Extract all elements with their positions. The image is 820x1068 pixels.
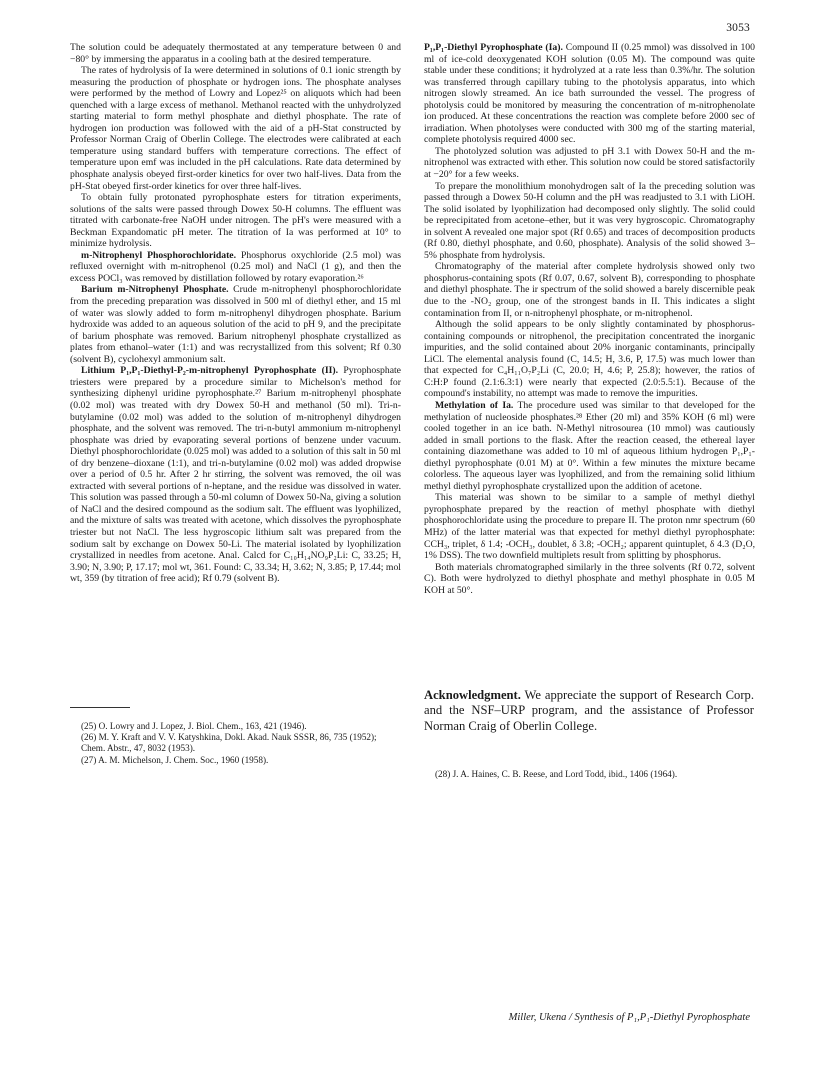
paragraph: P₁,P₁-Diethyl Pyrophosphate (Ia). Compound II (0.25 mmol) was dissolved in 100 ml of ice-cold deoxygenated KOH solution (0.05 M). The compound was quite stable under these conditions; it hydrolyzed at a rate less than 0.3%/hr. The solution was transferred through capillary tubing to the photolysis apparatus, into which nitrogen slowly streamed. An ice bath surrounded the vessel. The progress of photolysis could be monitored by measuring the concentration of m-nitrophenolate ion produced. At these concentrations the reaction was complete before 2000 sec of irradiation. When photolyses were conducted with 300 mg of the starting material, complete photolysis required 4000 sec.	[424, 42, 755, 146]
acknowledgment-text: We appreciate the support of Research Corp. and the NSF–URP program, and the assistance of Professor Norman Craig of Oberlin College.	[424, 688, 754, 733]
paragraph: The rates of hydrolysis of Ia were determined in solutions of 0.1 ionic strength by measuring the production of phosphate or hydrogen ions. The phosphate analyses were performed by the method of Lowry and Lopez²⁵ on aliquots which had been quenched with a large excess of methanol. Methanol reacted with the unhydrolyzed starting material to form methyl phosphate and diethyl phosphate. The rate of hydrogen ion production was followed with the aid of a pH-Stat constructed by Professor Norman Craig of Oberlin College. The electrodes were calibrated at each temperature using standard buffers with temperature corrections. The effect of temperature upon emf was included in the pH calculations. Rate data determined by phosphate analysis obeyed first-order kinetics for over two half-lives. Data from the pH-Stat obeyed first-order kinetics for over three half-lives.	[70, 65, 401, 192]
acknowledgment-heading: Acknowledgment.	[424, 688, 521, 702]
paragraph: Barium m-Nitrophenyl Phosphate. Crude m-nitrophenyl phosphorochloridate from the preceding preparation was dissolved in 500 ml of diethyl ether, and 15 ml of water was slowly added to form m-nitrophenyl dihydrogen phosphate. Barium hydroxide was added to an aqueous solution of the acid to pH 9, and the precipitate of barium phosphate was removed. Barium nitrophenyl phosphate crystallized as plates from ethanol–water (1:1) and was recrystallized from this solvent; Rf 0.30 (solvent B), cyclohexyl ammonium salt.	[70, 284, 402, 365]
right-column	[424, 42, 755, 596]
footnote: (27) A. M. Michelson, J. Chem. Soc., 1960 (1958).	[81, 754, 269, 765]
paragraph: The solution could be adequately thermostated at any temperature between 0 and −80° by immersing the apparatus in a cooling bath at the desired temperature.	[70, 42, 401, 65]
paragraph: Methylation of Ia. The procedure used was similar to that developed for the methylation of nucleoside phosphates.²⁸ Ether (20 ml) and 35% KOH (6 ml) were cooled together in an ice bath. N-Methyl nitrosourea (10 mmol) was cautiously added in small portions to the flask. After the reaction ceased, the ethereal layer containing diazomethane was added to 10 ml of aqueous lithium hydrogen P₁,P₁-diethyl pyrophosphate (0.01 M) at 0°. Within a few minutes the mixture became colorless. The aqueous layer was lyophilized, and from the remaining solid lithium methyl diethyl pyrophosphate crystallized upon the addition of acetone.	[424, 399, 755, 492]
left-column	[70, 42, 401, 585]
paragraph: This material was shown to be similar to a sample of methyl diethyl pyrophosphate prepared by the reaction of methyl phosphate with diethyl phosphorochloridate using the procedure to prepare II. The proton nmr spectrum (60 MHz) of the latter material was that expected for methyl diethyl pyrophosphate: CCH₃, triplet, δ 1.4; -OCH₃, doublet, δ 3.8; -OCH₂; apparent quintuplet, δ 4.3 (D₂O, 1% DSS). The two downfield multiplets result from splitting by phosphorus.	[424, 492, 755, 562]
paragraph: The photolyzed solution was adjusted to pH 3.1 with Dowex 50-H and the m-nitrophenol was extracted with ether. This solution now could be stored satisfactorily at −20° for a few weeks.	[424, 145, 755, 181]
footnote: (26) M. Y. Kraft and V. V. Katyshkina, Dokl. Akad. Nauk SSSR, 86, 735 (1952); Chem. Abstr., 47, 8032 (1953).	[81, 732, 377, 754]
page-number: 3053	[726, 22, 750, 34]
paragraph: Both materials chromatographed similarly in the three solvents (Rf 0.72, solvent C). Both were hydrolyzed to diethyl phosphate and methyl phosphate in 0.05 M KOH at 50°.	[424, 561, 755, 596]
footnote-rule	[70, 707, 130, 708]
paragraph: Lithium P₁,P₁-Diethyl-P₂-m-nitrophenyl Pyrophosphate (II). Pyrophosphate triesters were prepared by a procedure similar to Michelson's method for synthesizing diphenyl uridine pyrophosphate.²⁷ Barium m-nitrophenyl phosphate (0.02 mol) was treated with dry Dowex 50-H and methanol (50 ml). Tri-n-butylamine (0.02 mol) was added to the solution of m-nitrophenyl dihydrogen phosphate, and the solvent was removed. The tri-n-butyl ammonium m-nitrophenyl phosphate was dried by evaporating several portions of benzene under vacuum. Diethyl phosphorochloridate (0.025 mol) was added to a solution of this salt in 50 ml of dry benzene–dioxane (1:1), and tri-n-butylamine (0.02 mol) was added dropwise over a period of 0.5 hr. After 2 hr stirring, the solvent was removed, the oil was extracted with several portions of n-heptane, and the residue was dissolved in water. This solution was passed through a 50-ml column of Dowex 50-Na, giving a solution of NaCl and the desired compound as the sodium salt. The effluent was lyophilized, and the mixture of salts was treated with acetone, which dissolves the pyrophosphate triester but not NaCl. The less hygroscopic lithium salt was prepared from the sodium salt by exchange on Dowex 50-Li. The material isolated by lyophilization crystallized in needles from acetone. Anal. Calcd for C₁₀H₁₄NO₉P₂Li: C, 33.25; H, 3.90; N, 3.90; P, 17.17; mol wt, 361. Found: C, 33.34; H, 3.62; N, 3.85; P, 17.44; mol wt, 359 (by titration of free acid); Rf 0.79 (solvent B).	[70, 365, 401, 585]
paragraph: To obtain fully protonated pyrophosphate esters for titration experiments, solutions of the salts were passed through Dowex 50-H columns. The effluent was titrated with carbonate-free NaOH under nitrogen. The pH's were measured with a Beckman Expandomatic pH meter. The titration of Ia was performed at 10° to minimize hydrolysis.	[70, 192, 401, 250]
paragraph: Chromatography of the material after complete hydrolysis showed only two phosphorus-containing spots (Rf 0.07, 0.67, solvent B), corresponding to phosphate and diethyl phosphate. The ir spectrum of the solid showed a barely discernible peak due to the -NO₂ group, one of the strongest bands in II. This indicates a slight contamination from II, or n-nitrophenyl phosphate, or m-nitrophenol.	[424, 261, 755, 319]
footnote: (25) O. Lowry and J. Lopez, J. Biol. Chem., 163, 421 (1946).	[81, 721, 307, 731]
running-footer: Miller, Ukena / Synthesis of P₁,P₁-Diethyl Pyrophosphate	[508, 1012, 750, 1023]
acknowledgment	[424, 688, 754, 734]
paragraph: Although the solid appears to be only slightly contaminated by phosphorus-containing compounds or nitrophenol, the precipitation concentrated the inorganic impurities, and the solid contained about 20% inorganic contaminants, principally LiCl. The elemental analysis found (C, 14.5; H, 3.6, P, 17.5) was much lower than that expected for C₄H₁₁O₇P₂Li (C, 20.0; H, 4.6; P, 25.8); however, the ratios of C:H:P found (2.1:6.3:1) were nearly that expected (2.0:5.5:1). Because of the compound's instability, no attempt was made to remove the impurities.	[424, 319, 755, 400]
paragraph: To prepare the monolithium monohydrogen salt of Ia the preceding solution was passed through a Dowex 50-H column and the pH was readjusted to 3.1 with LiOH. The solid isolated by lyophilization had decomposed only slightly. The solid could be reprecipitated from acetone–ether, but it was very hygroscopic. Chromatography in solvent A revealed one major spot (Rf 0.65) and traces of decomposition products (Rf 0.80, diethyl phosphate, and 0.60, phosphate). Analysis of the solid showed 3–5% phosphate from hydrolysis.	[424, 180, 755, 261]
footnotes-right	[424, 769, 755, 780]
footnote: (28) J. A. Haines, C. B. Reese, and Lord Todd, ibid., 1406 (1964).	[435, 769, 678, 779]
footnotes-left	[70, 721, 401, 766]
paragraph: m-Nitrophenyl Phosphorochloridate. Phosphorus oxychloride (2.5 mol) was refluxed overnight with m-nitrophenol (0.25 mol) and NaCl (1 g), and then the excess POCl₃ was removed by distillation followed by rotary evaporation.²⁶	[70, 249, 401, 284]
